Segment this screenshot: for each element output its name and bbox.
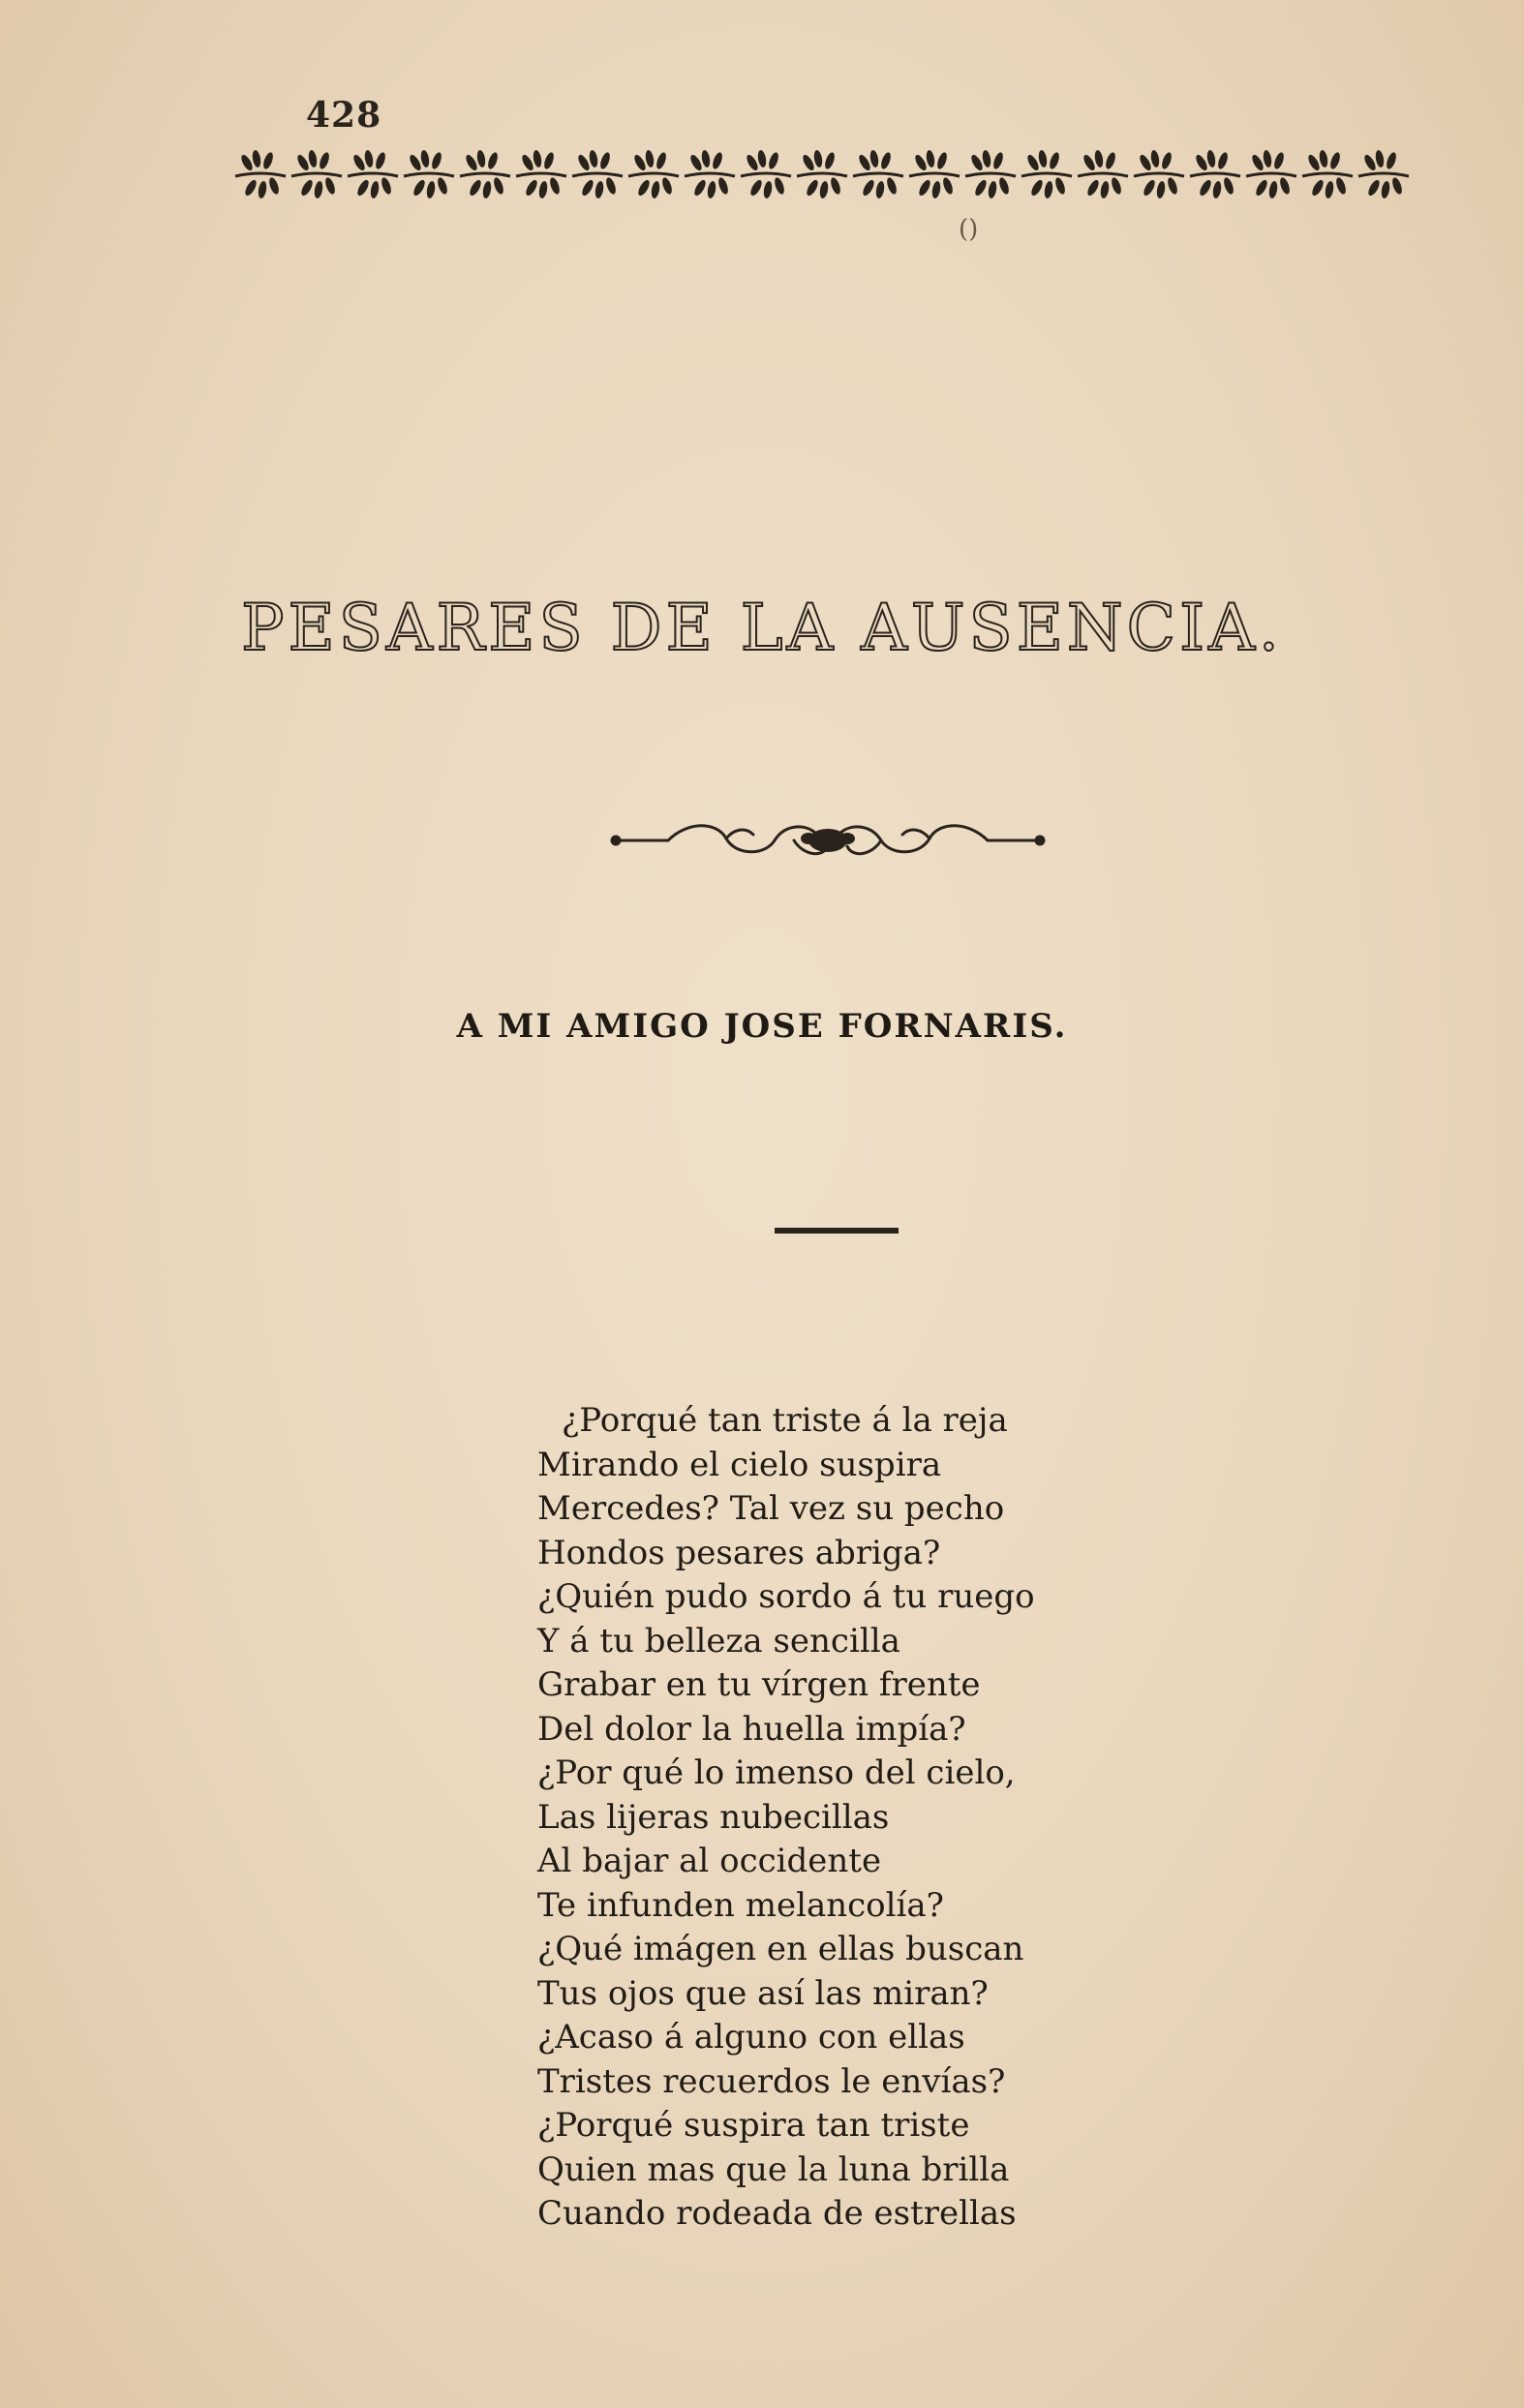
poem-line: Y á tu belleza sencilla — [537, 1621, 900, 1661]
leaf-motif — [1358, 149, 1409, 198]
separator-rule — [775, 1228, 899, 1234]
leaf-motif — [1078, 149, 1128, 198]
poem-title: PESARES DE LA AUSENCIA. — [241, 591, 1283, 665]
poem-line: ¿Porqué suspira tan triste — [537, 2106, 970, 2145]
poem-line: Las lijeras nubecillas — [537, 1797, 890, 1837]
poem-line: ¿Por qué lo imenso del cielo, — [537, 1753, 1016, 1792]
leaf-motif — [741, 149, 791, 198]
leaf-motif — [1021, 149, 1072, 198]
leaf-motif — [291, 149, 342, 198]
leaf-motif — [235, 149, 286, 198]
leaf-motif — [1134, 149, 1184, 198]
leaf-motif — [853, 149, 903, 198]
poem-line: Al bajar al occidente — [537, 1842, 882, 1880]
leaf-motif — [909, 149, 960, 198]
poem-line: Hondos pesares abriga? — [537, 1533, 941, 1572]
leaf-motif — [348, 149, 398, 198]
page-number: 428 — [306, 95, 382, 136]
poem-line: Tristes recuerdos le envías? — [537, 2061, 1006, 2101]
leaf-motif — [404, 149, 454, 198]
poem-line: ¿Porqué tan triste á la reja — [562, 1401, 1008, 1440]
poem-line: ¿Quién pudo sordo á tu ruego — [537, 1577, 1035, 1616]
leaf-motif — [965, 149, 1016, 198]
poem-line: ¿Acaso á alguno con ellas — [537, 2018, 965, 2057]
leaf-motif — [572, 149, 623, 198]
poem-line: Mirando el cielo suspira — [537, 1445, 942, 1484]
leaf-motif — [797, 149, 847, 198]
stray-mark: () — [959, 215, 979, 244]
leaf-border-ornament — [232, 145, 1416, 203]
leaf-motif — [628, 149, 679, 198]
poem-line: Tus ojos que así las miran? — [537, 1973, 989, 2013]
poem-line: Mercedes? Tal vez su pecho — [537, 1489, 1005, 1528]
poem-line: Grabar en tu vírgen frente — [537, 1665, 981, 1704]
leaf-motif — [516, 149, 566, 198]
dedication: A MI AMIGO JOSE FORNARIS. — [456, 1007, 1068, 1046]
poem-line: Cuando rodeada de estrellas — [537, 2194, 1017, 2233]
leaf-motif — [1302, 149, 1353, 198]
leaf-motif — [685, 149, 735, 198]
leaf-motif — [1190, 149, 1240, 198]
poem-line: Te infunden melancolía? — [537, 1885, 944, 1925]
poem-line: Del dolor la huella impía? — [537, 1709, 966, 1749]
poem-line: Quien mas que la luna brilla — [537, 2149, 1010, 2189]
poem-line: ¿Qué imágen en ellas buscan — [537, 1930, 1024, 1968]
leaf-motif — [1246, 149, 1296, 198]
poem-body — [537, 1399, 1196, 2237]
scroll-flourish-ornament — [610, 811, 1046, 869]
leaf-motif — [460, 149, 510, 198]
